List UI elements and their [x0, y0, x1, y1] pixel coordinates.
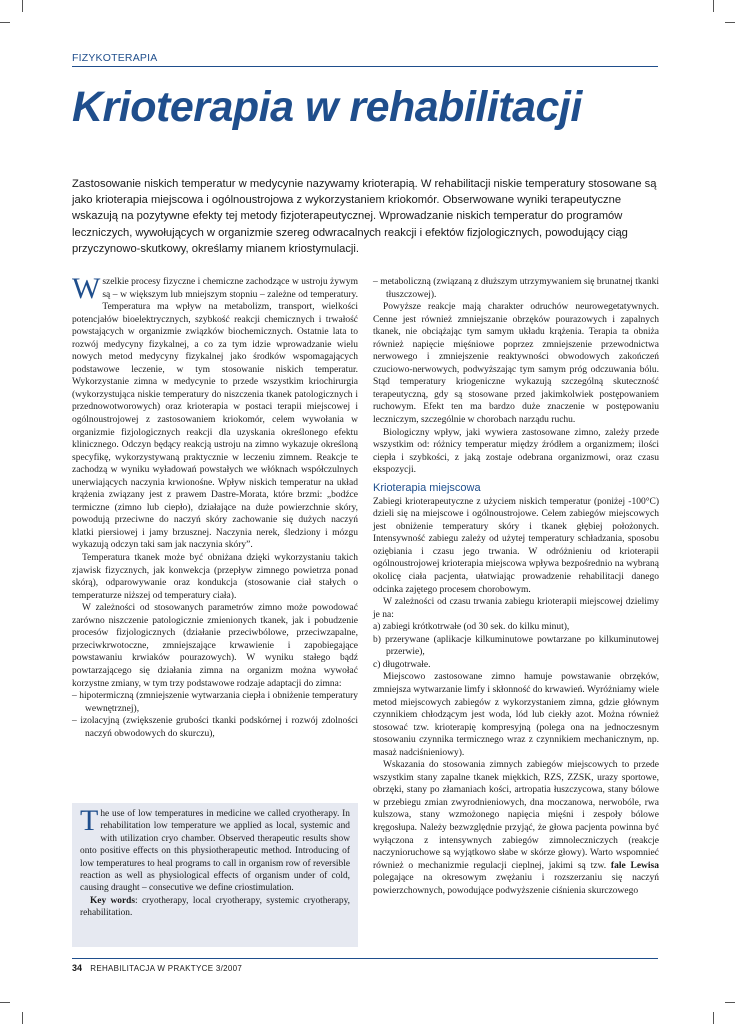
- lead-paragraph: Zastosowanie niskich temperatur w medycynie nazywamy krioterapią. W rehabilitacji niskie temperatury stosowane są jako krioterapia miejscowa i ogólnoustrojowa z wykorzystaniem kriokomór. Obserwowane wyniki terapeutyczne wskazują na pozytywne efekty tej metody fizjoterapeutycznej. Wprowadzanie niskich temperatur do programów leczniczych, wywołujących w organizmie szereg odwracalnych reakcji i efektów fizjologicznych, powodujący ciąg przyczynowo-skutkowy, określamy mianem kriostymulacji.: [72, 178, 657, 255]
- paragraph: [373, 759, 659, 897]
- section-label: FIZYKOTERAPIA: [72, 52, 158, 64]
- list-item: – izolacyjną (zwiększenie grubości tkanki podskórnej i rozwój zdolności naczyń obwodowych do skurczu),: [72, 716, 358, 739]
- crop-mark: [22, 0, 23, 12]
- list-item: c) długotrwałe.: [373, 659, 431, 670]
- footer: [72, 963, 242, 973]
- page-number: 34: [72, 963, 83, 973]
- crop-mark: [713, 0, 714, 12]
- abstract-body: he use of low temperatures in medicine we called cryotherapy. In rehabilitation low temperature we applied as local, systemic and with utilization cryo chamber. Observed therapeutic results show onto positive effects on this physiotherapeutic method. Introducing of low temperatures to heal programs to call in organism row of reversible reaction as well as physiological effects of organism under of cold, causing draught – consecutive we define criostimulation.: [80, 809, 350, 894]
- crop-mark: [725, 22, 735, 23]
- section-rule: [72, 66, 658, 67]
- list-item: b) przerywane (aplikacje kilkuminutowe powtarzane po kilkuminutowej przerwie),: [373, 634, 659, 658]
- paragraph: Miejscowo zastosowane zimno hamuje powstawanie obrzęków, zmniejsza wytwarzanie limfy i skłonność do krwawień. Wyróżniamy wiele metod miejscowych zabiegów z wykorzystaniem zimna, gdzie głównym czynnikiem chłodzącym jest woda, lód lub ciekły azot. Można również stosować tzw. krioterapię kompresyjną (polega ona na jednoczesnym stosowaniu czynnika termicznego wraz z czynnikiem mechanicznym, np. masaż nadciśnieniowy).: [373, 672, 659, 758]
- paragraph: [72, 272, 358, 552]
- list-item: – hipotermiczną (zmniejszenie wytwarzania ciepła i obniżenie temperatury wewnętrznej),: [72, 691, 358, 714]
- keywords: [80, 895, 350, 920]
- bold-term: fale Lewisa: [610, 860, 659, 871]
- list-item: a) zabiegi krótkotrwałe (od 30 sek. do kilku minut),: [373, 622, 570, 633]
- journal-name: REHABILITACJA W PRAKTYCE 3/2007: [90, 964, 243, 973]
- list-item: – metaboliczną (związaną z dłuższym utrzymywaniem się brunatnej tkanki tłuszczowej).: [373, 277, 659, 300]
- crop-mark: [0, 1002, 10, 1003]
- paragraph: Powyższe reakcje mają charakter odruchów neurowegetatywnych. Cenne jest również zmniejszanie obrzęków pourazowych i zapalnych tkanek, nie obciążając tym samym układu krążenia. Terapia ta obniża również napięcie mięśniowe poprzez zmniejszenie przewodnictwa nerwowego i zmniejszenie reaktywności obwodowych zakończeń czuciowo-nerwowych, podwyższając tym samym próg odczuwania bólu. Stąd temperatury kriogeniczne wykazują szczególną skuteczność terapeutyczną, gdy są stosowane przed jakimkolwiek postępowaniem ruchowym. Efekt ten ma bardzo duże znaczenie w postępowaniu leczniczym, szczególnie w chorobach narządu ruchu.: [373, 302, 659, 426]
- paragraph-text: polegające na okresowym zwężaniu i rozszerzaniu się naczyń powierzchownych, powodujące podwyższenie ciśnienia skurczowego: [373, 873, 659, 896]
- paragraph-text: szelkie procesy fizyczne i chemiczne zachodzące w ustroju żywym są – w większym lub mniejszym stopniu – zależne od temperatury. Temperatura ma wpływ na metabolizm, transport, wielkości potencjałów bioelektrycznych, szybkość reakcji chemicznych i trwałość powstających w organizmie związków biochemicznych. Ostatnie lata to rozwój medycyny fizykalnej, a co za tym idzie wprowadzanie wielu nowych metod medycyny fizykalnej jako środków wspomagających podstawowe leczenie, w tym stosowanie niskich temperatur. Wykorzystanie zimna w medycynie to przede wszystkim kriochirurgia (wykorzystująca niskie temperatury do niszczenia tkanek patologicznych i przednowotworowych) oraz krioterapia w postaci terapii miejscowej i ogólnoustrojowej z zastosowaniem kriokomór, celem wywołania w organizmie fizjologicznych reakcji dla uzyskania określonego efektu klinicznego. Odczyn będący reakcją ustroju na zimno wykazuje określoną specyfikę, wykorzystywaną praktycznie w leczeniu zimnem. Reakcje te zachodzą w wyniku wyładowań powstałych we włóknach współczulnych unerwiających naczynia krwionośne. Wpływ niskich temperatur na układ krążenia związany jest z prawem Dastre-Morata, które brzmi: „bodźce termiczne (zimno lub ciepło), działające na duże powierzchnie skóry, powodują przeciwne do naczyń skóry zachowanie się dużych naczyń klatki piersiowej i jamy brzusznej. Naczynia nerek, śledziony i mózgu wykazują odczyn taki sam jak naczynia skóry”.: [72, 277, 358, 551]
- crop-mark: [713, 1012, 714, 1024]
- drop-cap: T: [80, 804, 99, 837]
- paragraph-text: Wskazania do stosowania zimnych zabiegów miejscowych to przede wszystkim stany zapalne tkanek miękkich, RZS, ZZSK, urazy sportowe, obrzęki, stany po złamaniach kości, artropatia łuszczycowa, stany bólowe w przebiegu zmian zwyrodnieniowych, dna moczanowa, nerwobóle, rwa kulszowa, stany wzmożonego napięcia mięśni i zespoły bólowe kręgosłupa. Należy bezwzględnie przyjąć, że głowa pacjenta powinna być wyłączona z intensywnych zabiegów zimnoleczniczych (reakcje naczynioruchowe są wyjątkowo słabe w skórze głowy). Warto wspomnieć również o mechanizmie regulacji cieplnej, jakimi są tzw.: [373, 760, 659, 871]
- footer-rule: [72, 958, 658, 959]
- paragraph: Zabiegi krioterapeutyczne z użyciem niskich temperatur (poniżej -100°C) dzieli się na miejscowe i ogólnoustrojowe. Celem zabiegów miejscowych jest obniżenie temperatury skóry i tkanek głębiej położonych. Intensywność zabiegu zależy od użytej temperatury schładzania, sposobu oziębiania i czasu jego trwania. W odróżnieniu od krioterapii ogólnoustrojowej krioterapia miejscowa wpływa bezpośrednio na wybraną okolicę ciała pacjenta, ułatwiając prowadzenie rehabilitacji danego odcinka zajętego procesem chorobowym.: [373, 496, 659, 595]
- crop-mark: [725, 1002, 735, 1003]
- drop-cap: W: [72, 272, 101, 305]
- section-heading: Krioterapia miejscowa: [373, 481, 481, 494]
- crop-mark: [0, 22, 10, 23]
- keywords-label: Key words: [90, 895, 135, 906]
- paragraph: Biologiczny wpływ, jaki wywiera zastosowane zimno, zależy przede wszystkim od: różnicy temperatur między źródłem a organizmem; ilości ciepła i szybkości, z jaką zostaje odebrana organizmowi, oraz czasu ekspozycji.: [373, 427, 659, 476]
- paragraph: W zależności od czasu trwania zabiegu krioterapii miejscowej dzielimy je na:: [373, 597, 659, 620]
- article-title: Krioterapia w rehabilitacji: [72, 83, 582, 131]
- right-column: [373, 276, 659, 897]
- crop-mark: [22, 1012, 23, 1024]
- abstract-text: [80, 804, 350, 895]
- english-abstract: [72, 803, 358, 947]
- paragraph: W zależności od stosowanych parametrów zimno może powodować zarówno niszczenie patologicznie zmienionych tkanek, jak i pobudzenie procesów fizjologicznych (działanie przeciwbólowe, przeciwzapalne, przeciwkrwotoczne, zmniejszające krwawienie i zapobiegające powstawaniu krwiaków pourazowych). W wyniku stałego bądź powtarzającego się działania zimna na organizm można wywołać korzystne zmiany, w tym trzy podstawowe rodzaje adaptacji do zimna:: [72, 603, 358, 689]
- keywords-text: : cryotherapy, local cryotherapy, systemic cryotherapy, rehabilitation.: [80, 895, 350, 919]
- paragraph: Temperatura tkanek może być obniżana dzięki wykorzystaniu takich zjawisk fizycznych, jak konwekcja (przepływ zimnego powietrza ponad skórą), odparowywanie oraz kondukcja (stosowanie ciał stałych o temperaturze niższej od temperatury ciała).: [72, 553, 358, 601]
- left-column: [72, 272, 358, 740]
